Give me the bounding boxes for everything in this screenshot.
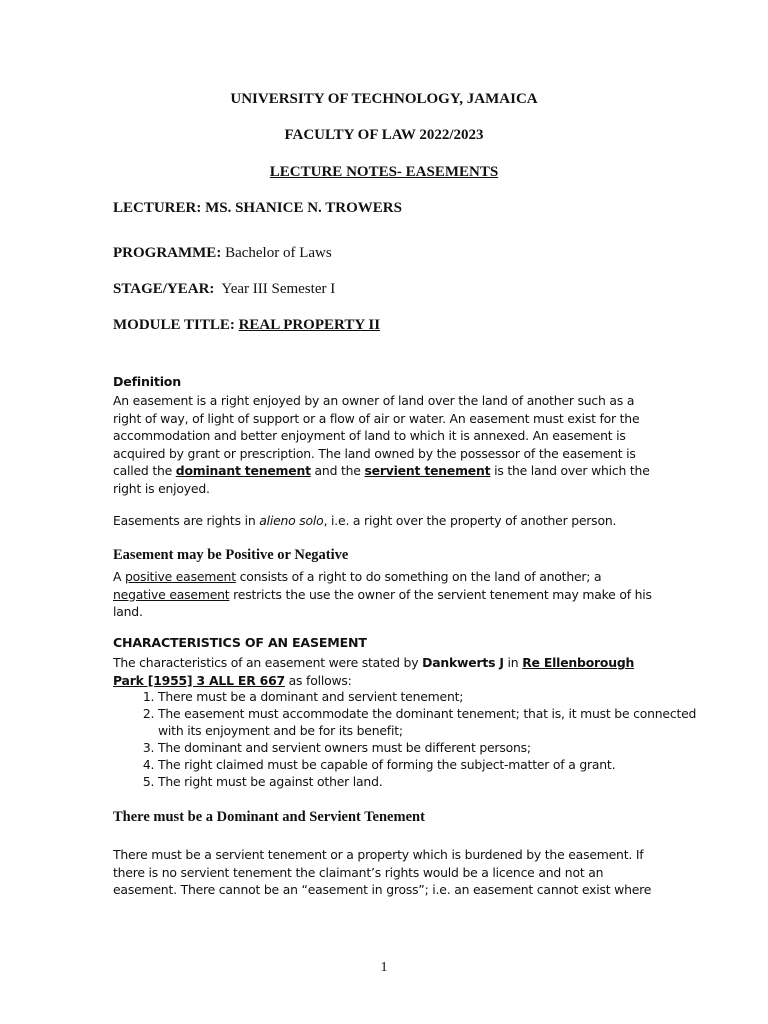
text-run: consists of a right to do something on the land of another; a [235, 569, 602, 584]
list-item: 5. The right must be against other land. [158, 773, 698, 790]
paragraph-line: land. [113, 604, 143, 619]
paragraph-line: easement. There cannot be an “easement in gross”; i.e. an easement cannot exist where [113, 882, 652, 897]
faculty-title: FACULTY OF LAW 2022/2023 [284, 127, 484, 143]
definition-line: right of way, of light of support or a flow of air or water. An easement must exist for the [113, 410, 640, 426]
stage-line [113, 281, 335, 298]
paragraph-line: There must be a servient tenement or a property which is burdened by the easement. If [113, 847, 644, 862]
positive-negative-heading: Easement may be Positive or Negative [113, 547, 349, 563]
case-name-part2: Park [1955] 3 ALL ER 667 [113, 672, 285, 688]
positive-negative-paragraph [113, 568, 658, 621]
positive-easement-term: positive easement [125, 569, 236, 584]
text-run: is the land over which the [490, 463, 650, 478]
text-run: A [113, 569, 126, 584]
programme-line [113, 245, 332, 262]
paragraph-line [113, 672, 658, 690]
text-run: , i.e. a right over the property of another person. [323, 513, 617, 528]
definition-line: An easement is a right enjoyed by an owner of land over the land of another such as a [113, 393, 635, 408]
text-run: as follows: [284, 672, 352, 688]
text-run: called the [113, 463, 176, 478]
paragraph-line [113, 586, 658, 604]
characteristics-list [113, 688, 698, 790]
characteristics-heading: CHARACTERISTICS OF AN EASEMENT [113, 635, 367, 650]
alieno-solo-paragraph [113, 512, 658, 530]
lecturer-text: LECTURER: MS. SHANICE N. TROWERS [113, 200, 402, 216]
definition-line [113, 462, 658, 480]
servient-tenement-term: servient tenement [364, 463, 491, 478]
list-item: 3. The dominant and servient owners must be different persons; [158, 739, 698, 756]
definition-line: acquired by grant or prescription. The land owned by the possessor of the easement is [113, 445, 636, 461]
dominant-tenement-term: dominant tenement [175, 463, 311, 478]
paragraph-line [113, 654, 658, 672]
stage-value: Year III Semester I [221, 281, 336, 297]
dominant-servient-heading: There must be a Dominant and Servient Tenement [113, 809, 425, 825]
text-run: and the [310, 463, 365, 478]
list-item: 4. The right claimed must be capable of forming the subject-matter of a grant. [158, 756, 698, 773]
definition-heading: Definition [113, 374, 182, 389]
negative-easement-term: negative easement [113, 586, 230, 602]
list-item: 2. The easement must accommodate the dominant tenement; that is, it must be connected with its enjoyment and be for its benefit; [158, 705, 698, 739]
definition-line: accommodation and better enjoyment of land to which it is annexed. An easement is [113, 428, 626, 443]
text-run: The characteristics of an easement were stated by [113, 655, 423, 670]
module-line [113, 317, 380, 334]
text-run: in [503, 655, 523, 670]
dominant-servient-paragraph [113, 846, 658, 899]
lecture-notes-text: LECTURE NOTES- EASEMENTS [269, 164, 499, 180]
stage-label: STAGE/YEAR: [113, 281, 215, 297]
characteristics-intro [113, 654, 658, 689]
lecture-notes-title [0, 164, 768, 181]
paragraph-line: there is no servient tenement the claimant’s rights would be a licence and not an [113, 864, 604, 880]
lecturer-line [113, 200, 402, 217]
text-run: Easements are rights in [113, 513, 260, 528]
alieno-solo-term: alieno solo [259, 513, 324, 528]
programme-value: Bachelor of Laws [225, 245, 332, 261]
definition-line: right is enjoyed. [113, 480, 210, 496]
definition-paragraph [113, 392, 658, 497]
programme-label: PROGRAMME: [113, 245, 222, 261]
module-value: REAL PROPERTY II [238, 317, 381, 333]
university-title: UNIVERSITY OF TECHNOLOGY, JAMAICA [230, 91, 538, 107]
paragraph-line [113, 568, 658, 586]
list-item: 1. There must be a dominant and servient tenement; [158, 688, 698, 705]
text-run: restricts the use the owner of the servient tenement may make of his [229, 586, 652, 602]
judge-name: Dankwerts J [422, 655, 504, 670]
module-label: MODULE TITLE: [113, 317, 235, 333]
page-number: 1 [380, 960, 388, 975]
case-name-part1: Re Ellenborough [522, 655, 635, 670]
